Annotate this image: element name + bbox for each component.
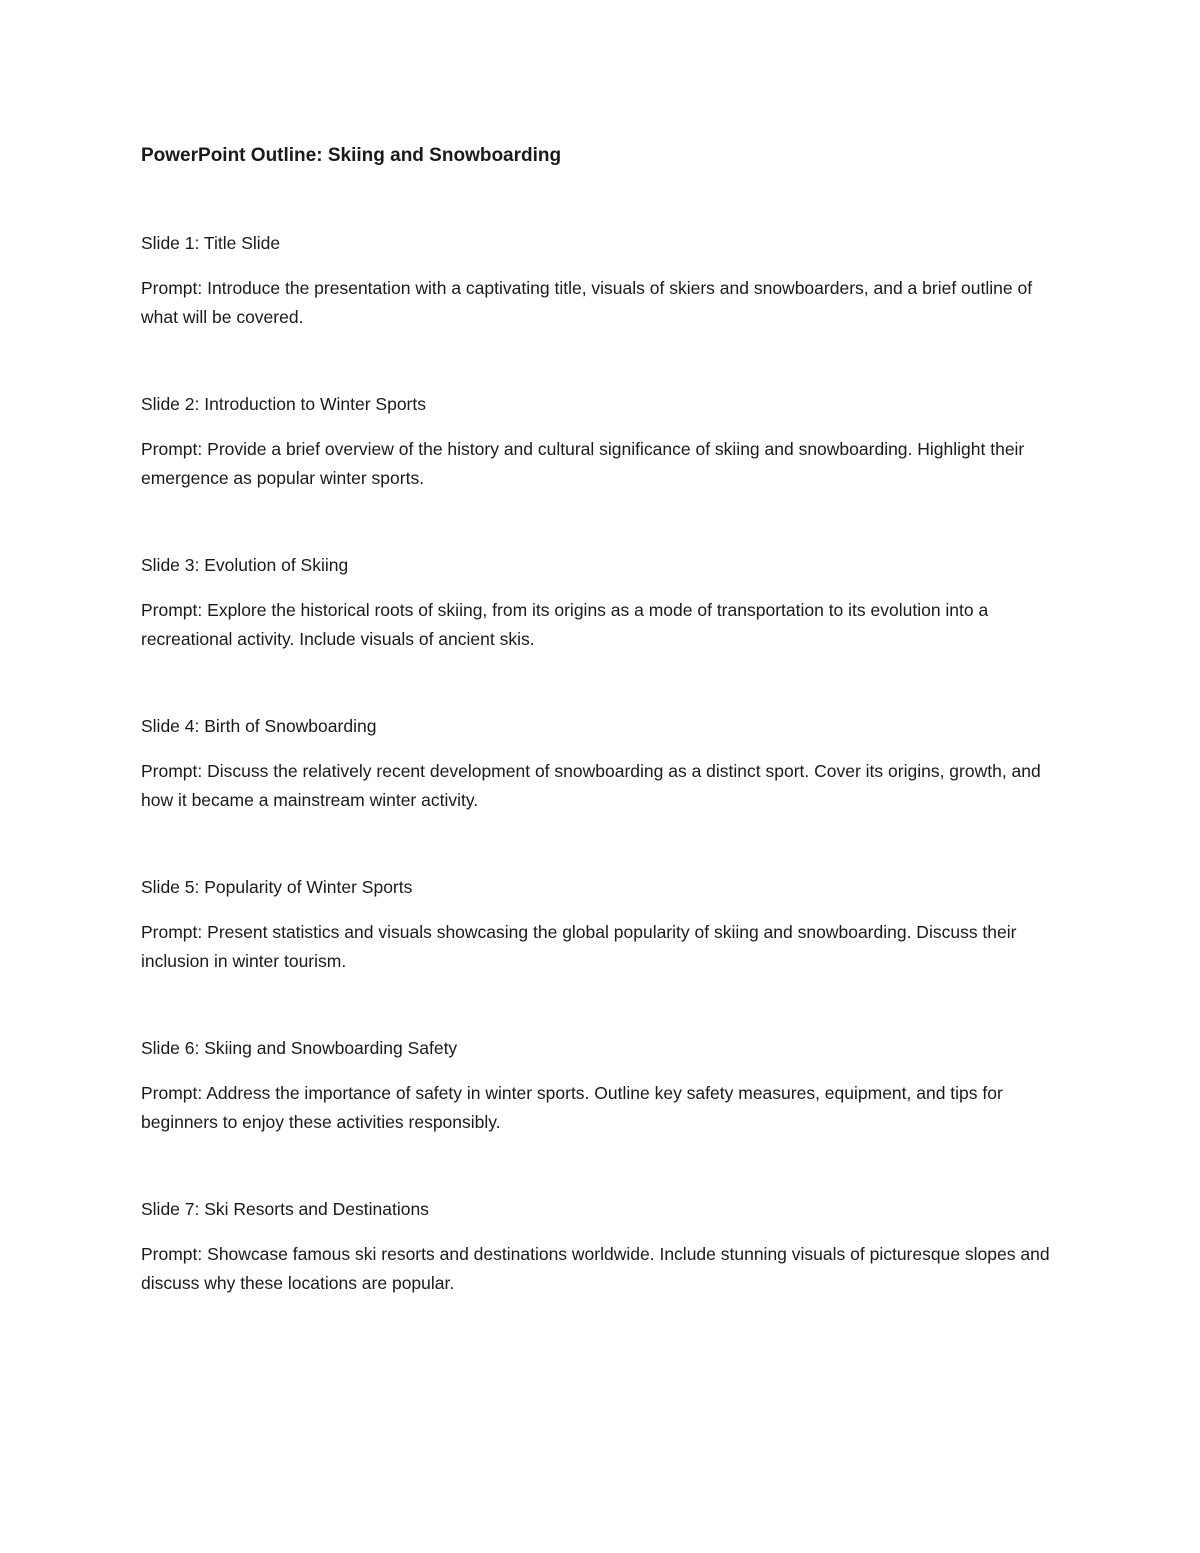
prompt-text: Provide a brief overview of the history and cultural significance of skiing and snowboarding. Highlight their emergence as popular winter sports. [141, 439, 1025, 488]
prompt-label: Prompt: [141, 922, 203, 942]
slide-section-2 [141, 390, 1071, 493]
slide-heading: Slide 1: Title Slide [141, 233, 281, 253]
slide-section-3 [141, 551, 1071, 654]
prompt-label: Prompt: [141, 600, 203, 620]
slide-heading: Slide 6: Skiing and Snowboarding Safety [141, 1038, 458, 1058]
slide-prompt [141, 757, 1071, 815]
prompt-label: Prompt: [141, 1083, 203, 1103]
prompt-text: Discuss the relatively recent development of snowboarding as a distinct sport. Cover its origins, growth, and how it became a mainstream winter activity. [141, 761, 1041, 810]
document-title: PowerPoint Outline: Skiing and Snowboarding [141, 145, 562, 166]
prompt-label: Prompt: [141, 439, 203, 459]
slide-prompt [141, 435, 1071, 493]
slide-section-6 [141, 1034, 1071, 1137]
slide-heading: Slide 4: Birth of Snowboarding [141, 716, 377, 736]
slide-prompt [141, 1079, 1071, 1137]
prompt-text: Introduce the presentation with a captivating title, visuals of skiers and snowboarders, and a brief outline of what will be covered. [141, 278, 1033, 327]
prompt-text: Present statistics and visuals showcasing the global popularity of skiing and snowboarding. Discuss their inclusion in winter tourism. [141, 922, 1017, 971]
slide-section-4 [141, 712, 1071, 815]
slide-section-1 [141, 229, 1071, 332]
slide-heading: Slide 3: Evolution of Skiing [141, 555, 349, 575]
slide-heading: Slide 5: Popularity of Winter Sports [141, 877, 413, 897]
slide-section-7 [141, 1195, 1071, 1298]
slide-heading: Slide 7: Ski Resorts and Destinations [141, 1199, 429, 1219]
prompt-label: Prompt: [141, 278, 203, 298]
slide-section-5 [141, 873, 1071, 976]
prompt-label: Prompt: [141, 1244, 203, 1264]
slide-prompt [141, 918, 1071, 976]
prompt-text: Showcase famous ski resorts and destinations worldwide. Include stunning visuals of picturesque slopes and discuss why these locations are popular. [141, 1244, 1050, 1293]
slide-prompt [141, 274, 1071, 332]
slide-prompt [141, 596, 1071, 654]
slide-prompt [141, 1240, 1071, 1298]
slide-heading: Slide 2: Introduction to Winter Sports [141, 394, 426, 414]
prompt-text: Explore the historical roots of skiing, from its origins as a mode of transportation to its evolution into a recreational activity. Include visuals of ancient skis. [141, 600, 989, 649]
prompt-label: Prompt: [141, 761, 203, 781]
prompt-text: Address the importance of safety in winter sports. Outline key safety measures, equipment, and tips for beginners to enjoy these activities responsibly. [141, 1083, 1003, 1132]
